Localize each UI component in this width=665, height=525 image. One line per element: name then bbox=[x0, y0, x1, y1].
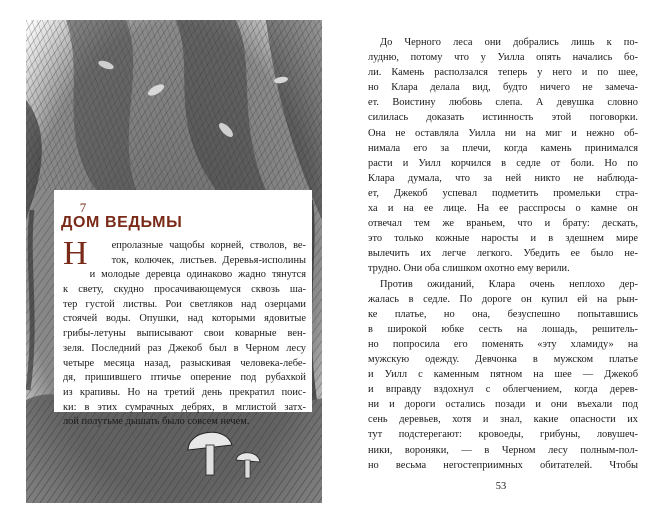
text-line: в широкой юбке сесть на лошадь, решитель- bbox=[368, 323, 638, 335]
text-line: отвечал тем же враньем, что и брату: дескать, bbox=[368, 218, 638, 230]
text-line: грибы-летуны выписывают свои коварные вен- bbox=[63, 328, 306, 340]
text-line: к свету, скудно просачивающемуся сквозь ша- bbox=[63, 284, 306, 296]
text-line: и вправду вздохнул с облегчением, когда дерев- bbox=[368, 384, 638, 396]
text-line: стоячей воды. Опушки, над которыми ядовитые bbox=[63, 313, 306, 325]
text-line: ток, колючек, листьев. Деревья-исполины bbox=[111, 254, 306, 266]
text-line: но попросила его поменять «эту хламиду» на bbox=[368, 338, 638, 350]
text-line: ни и дороги остались позади и они въехали под bbox=[368, 399, 638, 411]
text-line: тут подстерегают: кровоеды, грибуны, ловушеч- bbox=[368, 429, 638, 441]
text-line: ли. Камень расползался теперь у него и по шее, bbox=[368, 67, 638, 79]
text-line: ке платье, но она, безуспешно попытавшись bbox=[368, 308, 638, 320]
text-line: расти и Уилл корчился в седле от боли. Но по bbox=[368, 157, 638, 169]
text-line: Против ожиданий, Клара очень неплохо дер- bbox=[380, 278, 638, 290]
text-line: сень деревьев, хотя и знал, какие опасности их bbox=[368, 414, 638, 426]
chapter-opening-text bbox=[63, 235, 306, 430]
text-line: и молодые деревца одинаково жадно тянутся bbox=[89, 269, 306, 281]
text-line: ет, Джекоб успевал подметить промельки стра- bbox=[368, 187, 638, 199]
text-line: и Уилл с каменным пятном на шее — Джекоб bbox=[368, 369, 638, 381]
text-line: ет. Воистину любовь слепа. А девушка словно bbox=[368, 97, 638, 109]
text-line: ки: в этих сумрачных дебрях, в мглистой затх- bbox=[63, 401, 306, 413]
chapter-number: 7 bbox=[79, 200, 87, 215]
drop-cap: Н bbox=[63, 235, 88, 272]
text-line: ха и на ее лице. На ее расспросы о камне он bbox=[368, 203, 638, 215]
text-line: вылечить их легче легкого. Убедить ее было не- bbox=[368, 248, 638, 260]
text-line: нимала его за плечи, когда камень принимался bbox=[368, 142, 638, 154]
text-line: это только кожные наросты и в здешнем мире bbox=[368, 233, 638, 245]
text-line: ники, вороняки, — в Черном лесу полным-пол- bbox=[368, 444, 638, 456]
text-line: силилась доказать истинность этой поговорки. bbox=[368, 112, 638, 124]
right-page-text bbox=[368, 35, 638, 473]
text-line: Клара думала, что за ней никто не наблюда- bbox=[368, 172, 638, 184]
text-line: жалась в седле. По дороге он купил ей на рын- bbox=[368, 293, 638, 305]
text-line: зеля. Последний раз Джекоб был в Черном лесу bbox=[63, 342, 306, 354]
chapter-title: ДОМ ВЕДЬМЫ bbox=[61, 214, 183, 231]
text-line: Она не оставляла Уилла ни на миг и нежно об- bbox=[368, 127, 638, 139]
text-line: епролазные чащобы корней, стволов, ве- bbox=[111, 240, 306, 251]
text-line: лудню, потому что у Уилла опять начались бо- bbox=[368, 52, 638, 64]
text-line: но Клара делала вид, будто ничего не замеча- bbox=[368, 82, 638, 94]
text-line: четыре месяца назад, разыскивая человека-лебе- bbox=[63, 357, 306, 369]
page-number: 53 bbox=[495, 481, 507, 492]
left-page bbox=[0, 0, 332, 525]
text-line: но весьма негостеприимных обитателей. Чтобы bbox=[368, 459, 638, 471]
text-line: из крапивы. Но на третий день прекратил поис- bbox=[63, 386, 306, 398]
text-line: лой полутьме дышать было совсем нечем. bbox=[63, 416, 250, 428]
text-line: тер густой листвы. Рои светляков над озерцами bbox=[63, 298, 306, 310]
text-line: мужскую одежду. Девчонка в мужском платье bbox=[368, 353, 638, 365]
text-line: До Черного леса они добрались лишь к по- bbox=[380, 37, 638, 48]
text-line: трудно. Они оба слишком охотно ему верили. bbox=[368, 263, 570, 275]
text-line: дя, пришившего птичье оперение под рубахкой bbox=[63, 372, 306, 384]
